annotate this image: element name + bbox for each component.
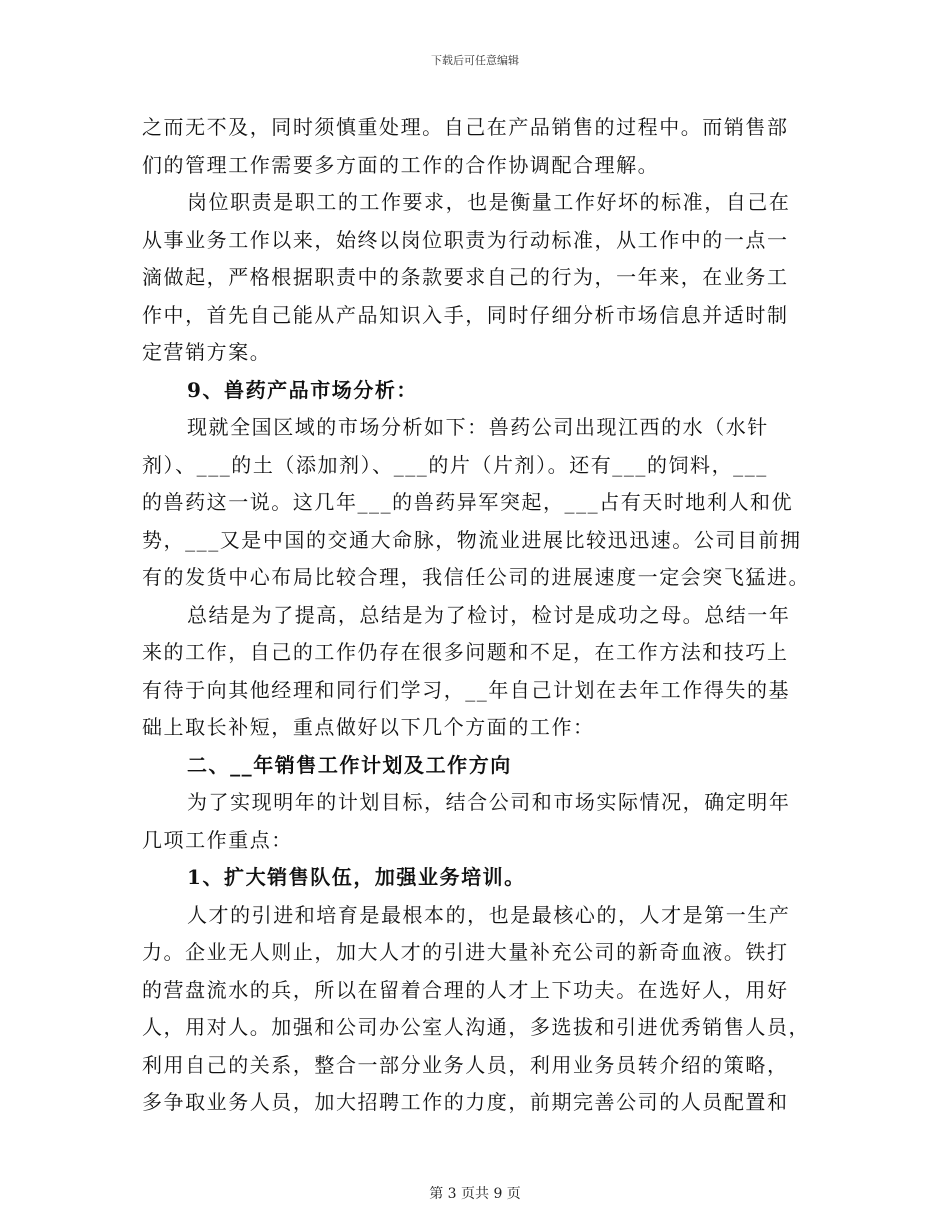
section-heading-line: 9、兽药产品市场分析： [187,377,418,402]
paragraph-line: 人，用对人。加强和公司办公室人沟通，多选拔和引进优秀销售人员， [142,1015,811,1039]
page-header: 下载后可任意编辑 [431,54,519,67]
page-footer: 第 3 页共 9 页 [429,1186,521,1202]
section-heading-line: 二、__年销售工作计划及工作方向 [187,752,512,777]
paragraph-line: 有待于向其他经理和同行们学习，__年自己计划在去年工作得失的基 [142,677,791,702]
paragraph-line: 势，___又是中国的交通大命脉，物流业进展比较迅迅速。公司目前拥 [142,527,802,552]
paragraph-line: 们的管理工作需要多方面的工作的合作协调配合理解。 [142,152,660,177]
paragraph-line: 人才的引进和培育是最根本的，也是最核心的，人才是第一生产 [187,902,791,927]
paragraph-line: 利用自己的关系，整合一部分业务人员，利用业务员转介绍的策略， [142,1052,789,1077]
paragraph-line: 的营盘流水的兵，所以在留着合理的人才上下功夫。在选好人，用好 [142,977,789,1002]
paragraph-line: 总结是为了提高，总结是为了检讨，检讨是成功之母。总结一年 [187,602,791,627]
paragraph-line: 滴做起，严格根据职责中的条款要求自己的行为，一年来，在业务工 [142,265,789,289]
paragraph-line: 定营销方案。 [142,340,272,364]
paragraph-line: 有的发货中心布局比较合理，我信任公司的进展速度一定会突飞猛进。 [142,565,811,589]
paragraph-line: 作中，首先自己能从产品知识入手，同时仔细分析市场信息并适时制 [142,302,789,327]
paragraph-line: 来的工作，自己的工作仍存在很多问题和不足，在工作方法和技巧上 [142,640,789,664]
paragraph-line: 从事业务工作以来，始终以岗位职责为行动标准，从工作中的一点一 [142,227,789,252]
paragraph-line: 的兽药这一说。这几年___的兽药异军突起，___占有天时地利人和优 [142,490,794,514]
paragraph-line: 为了实现明年的计划目标，结合公司和市场实际情况，确定明年 [187,790,791,814]
paragraph-line: 几项工作重点： [142,827,293,852]
paragraph-line: 岗位职责是职工的工作要求，也是衡量工作好坏的标准，自己在 [187,190,791,214]
paragraph-line: 现就全国区域的市场分析如下：兽药公司出现江西的水（水针 [187,415,769,439]
paragraph-line: 之而无不及，同时须慎重处理。自己在产品销售的过程中。而销售部 [142,115,789,139]
paragraph-line: 力。企业无人则止，加大人才的引进大量补充公司的新奇血液。铁打 [142,940,789,964]
section-heading-line: 1、扩大销售队伍，加强业务培训。 [187,865,526,889]
paragraph-line: 多争取业务人员，加大招聘工作的力度，前期完善公司的人员配置和 [142,1090,789,1114]
paragraph-line: 础上取长补短，重点做好以下几个方面的工作： [142,715,595,739]
paragraph-line: 剂）、___的土（添加剂）、___的片（片剂）。还有___的饲料，___ [142,452,768,477]
